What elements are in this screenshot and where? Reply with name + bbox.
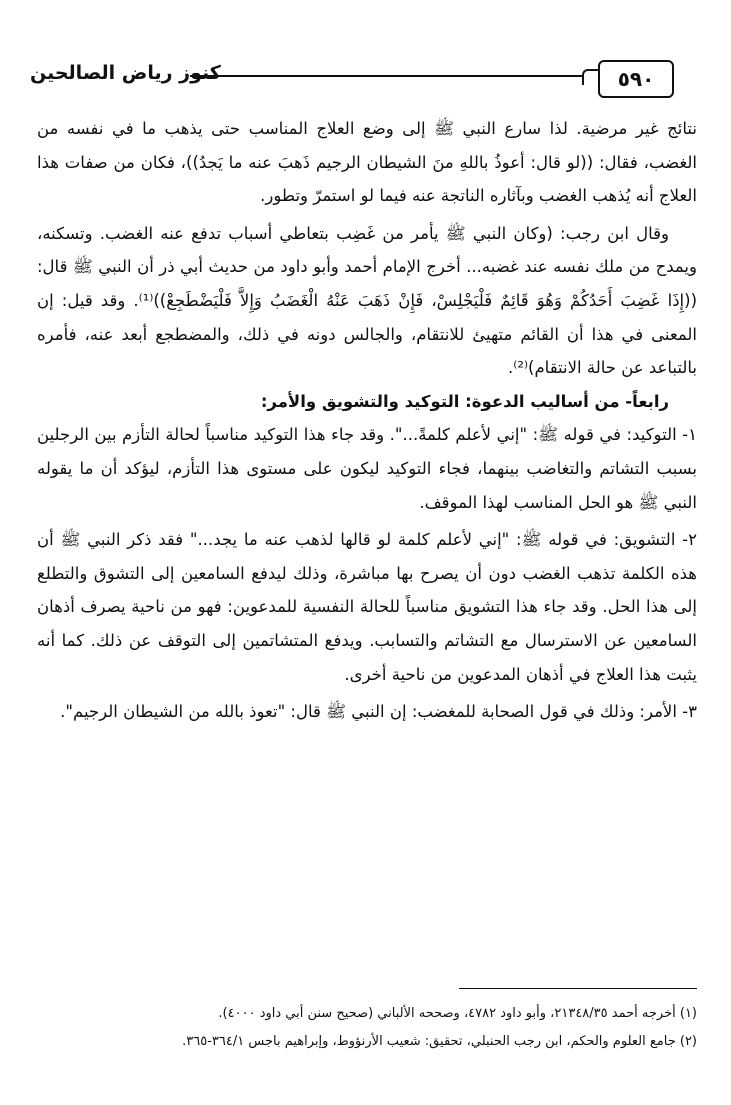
section-heading: رابعاً- من أساليب الدعوة: التوكيد والتشويق والأمر: [260, 391, 669, 411]
paragraph: ١- التوكيد: في قوله ﷺ: "إني لأعلم كلمةً...". وقد جاء هذا التوكيد مناسباً لحالة التأزم بين الرجلين بسبب التشاتم والتغاضب بينهما، فجاء التوكيد ليكون على مستوى هذا التأزم، ليؤكد أن ما يقوله النبي ﷺ هو الحل المناسب لهذا الموقف. [37, 425, 697, 512]
paragraph: ٣- الأمر: وذلك في قول الصحابة للمغضب: إن النبي ﷺ قال: "تعوذ بالله من الشيطان الرجيم". [60, 702, 697, 722]
footnote: (١) أخرجه أحمد ٢١٣٤٨/٣٥، وأبو داود ٤٧٨٢، وصححه الألباني (صحيح سنن أبي داود ٤٠٠٠). [218, 1006, 697, 1021]
paragraph: وقال ابن رجب: (وكان النبي ﷺ يأمر من غَضِب بتعاطي أسباب تدفع عنه الغضب. وتسكنه، ويمدح من ملك نفسه عند غضبه... أخرج الإمام أحمد وأبو داود من حديث أبي ذر أن النبي ﷺ قال: ((إِذَا غَضِبَ أَحَدُكُمْ وَهُوَ قَائِمٌ فَلْيَجْلِسْ، فَإِنْ ذَهَبَ عَنْهُ الْغَضَبُ وَإِلاَّ فَلْيَضْطَجِعْ))⁽¹⁾. وقد قيل: إن المعنى في هذا أن القائم متهيئ للانتقام، والجالس دونه في ذلك، والمضطجع أبعد عنه، فأمره بالتباعد عن حالة الانتقام)⁽²⁾. [37, 223, 698, 378]
header-ornament [582, 69, 598, 85]
book-title: كنوز رياض الصالحين [30, 62, 221, 84]
footnotes [37, 1000, 697, 1056]
page-header [30, 58, 702, 102]
paragraph: نتائج غير مرضية. لذا سارع النبي ﷺ إلى وضع العلاج المناسب حتى يذهب ما في نفسه من الغضب، فقال: ((لو قال: أعوذُ باللهِ منَ الشيطان الرجيم ذَهبَ عنه ما يَجدُ))، فكان من صفات هذا العلاج أنه يُذهب الغضب وبآثاره الناتجة عنه فيما لو استمرّ وتطور. [37, 119, 697, 206]
main-text [37, 112, 697, 729]
paragraph: ٢- التشويق: في قوله ﷺ: "إني لأعلم كلمة لو قالها لذهب عنه ما يجد..." فقد ذكر النبي ﷺ أن هذه الكلمة تذهب الغضب دون أن يصرح بها مباشرة، وذلك ليدفع السامعين إلى التشوق والتطلع إلى هذا الحل. وقد جاء هذا التشويق مناسباً للحالة النفسية للمدعوين: فهو من ناحية يصرف أذهان السامعين عن الاسترسال مع التشاتم والتسابب. ويدفع المتشاتمين إلى التوقف عن ذلك. كما أنه يثبت هذا العلاج في أذهان المدعوين من ناحية أخرى. [37, 530, 697, 684]
page-number: ٥٩٠ [598, 60, 674, 98]
footnote-divider [459, 988, 697, 989]
header-divider [190, 75, 584, 77]
footnote: (٢) جامع العلوم والحكم، ابن رجب الحنبلي، تحقيق: شعيب الأرنؤوط، وإبراهيم باجس ٣٦٤/١-٣٦٥. [182, 1034, 697, 1049]
